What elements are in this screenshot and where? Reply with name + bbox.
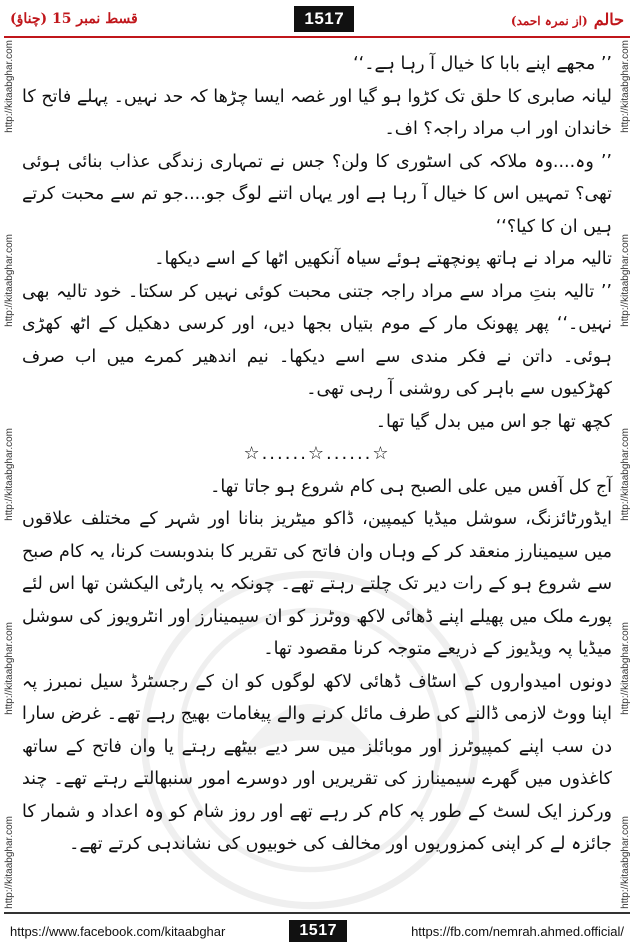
side-url: http://kitaabghar.com <box>3 40 15 133</box>
footer-page-number: 1517 <box>289 920 347 942</box>
page-number-badge: 1517 <box>294 6 354 32</box>
right-url-strip <box>618 40 632 909</box>
page-header <box>4 4 630 34</box>
footer-divider <box>4 912 630 914</box>
side-url: http://kitaabghar.com <box>619 234 631 327</box>
scene-break-stars: ☆......☆......☆ <box>243 443 391 464</box>
left-url-strip <box>2 40 16 909</box>
side-url: http://kitaabghar.com <box>619 40 631 133</box>
side-url: http://kitaabghar.com <box>619 816 631 909</box>
paragraph: لیانہ صابری کا حلق تک کڑوا ہو گیا اور غصہ ایسا چڑھا کہ حد نہیں۔ پہلے فاتح کا خاندان اور اب مراد راجہ؟ اف۔ <box>22 86 612 139</box>
paragraph: تالیہ مراد نے ہاتھ پونچھتے ہوئے سیاہ آنکھیں اٹھا کے اسے دیکھا۔ <box>154 249 612 269</box>
side-url: http://kitaabghar.com <box>3 622 15 715</box>
side-url: http://kitaabghar.com <box>619 428 631 521</box>
novel-title: حالم <box>593 9 624 29</box>
title-block <box>511 10 630 29</box>
paragraph: ’’ تالیہ بنتِ مراد سے مراد راجہ جتنی محبت کوئی نہیں کر سکتا۔ خود تالیہ بھی نہیں۔‘‘ پھر پھونک مار کے موم بتیاں بجھا دیں، اور کرسی دھکیل کے اٹھ کھڑی ہوئی۔ داتن نے فکر مندی سے اسے دیکھا۔ نیم اندھیر کمرے میں اب صرف کھڑکیوں سے باہر کی روشنی آ رہی تھی۔ <box>22 281 612 399</box>
side-url: http://kitaabghar.com <box>3 234 15 327</box>
paragraph: ’’ وہ....وہ ملاکہ کی اسٹوری کا ولن؟ جس نے تمہاری زندگی عذاب بنائی ہوئی تھی؟ تمہیں اس کا خیال آ رہا ہے اور یہاں اتنے لوگ جو....جو تم سے محبت کرتے ہیں ان کا کیا؟‘‘ <box>22 151 612 237</box>
paragraph: آج کل آفس میں علی الصبح ہی کام شروع ہو جاتا تھا۔ <box>210 476 612 497</box>
page-footer <box>4 917 630 945</box>
side-url: http://kitaabghar.com <box>3 428 15 521</box>
facebook-link-right[interactable]: https://fb.com/nemrah.ahmed.official/ <box>411 923 624 939</box>
author-name: (از نمرہ احمد) <box>510 13 588 28</box>
side-url: http://kitaabghar.com <box>619 622 631 715</box>
paragraph: ’’ مجھے اپنے بابا کا خیال آ رہا ہے۔‘‘ <box>353 54 612 74</box>
side-url: http://kitaabghar.com <box>3 816 15 909</box>
paragraph: دونوں امیدواروں کے اسٹاف ڈھائی لاکھ لوگوں کو ان کے رجسٹرڈ سیل نمبرز پہ اپنا ووٹ لازمی ڈالنے کی طرف مائل کرنے والے پیغامات بھیج رہے تھے۔ غرض سارا دن سب اپنے کمپیوٹرز اور موبائلز میں سر دیے بیٹھے رہتے یا وان فاتح کے ساتھ کاغذوں میں گھرے سیمینارز کی تقریریں اور دوسرے امور سنبھالتے رہتے تھے۔ چند ورکرز ایک لسٹ کے طور پہ کام کر رہے تھے اور روز شام کو وہ اعداد و شمار کا جائزہ لے کر اپنی کمزوریوں اور مخالف کی خوبیوں کی نشاندہی کرتے تھے۔ <box>22 671 612 854</box>
episode-label: قسط نمبر 15 (چناؤ) <box>10 11 138 27</box>
paragraph: ایڈورٹائزنگ، سوشل میڈیا کیمپین، ڈاکو میٹریز بنانا اور شہر کے مختلف علاقوں میں سیمینارز منعقد کر کے وہاں وان فاتح کی تقریر کا بندوبست کرنا، یہ کام صبح سے شروع ہو کے رات دیر تک چلتے رہتے تھے۔ چونکہ یہ پارٹی الیکشن تھا اس لئے پورے ملک میں پھیلے اپنے ڈھائی لاکھ ووٹرز کو ان سیمینارز اور انٹرویوز کی سوشل میڈیا پہ ویڈیوز کے ذریعے متوجہ کرنا مقصود تھا۔ <box>22 509 612 659</box>
paragraph: کچھ تھا جو اس میں بدل گیا تھا۔ <box>375 411 612 432</box>
header-divider <box>4 36 630 38</box>
facebook-link-left[interactable]: https://www.facebook.com/kitaabghar <box>10 923 226 939</box>
story-text <box>22 48 612 858</box>
